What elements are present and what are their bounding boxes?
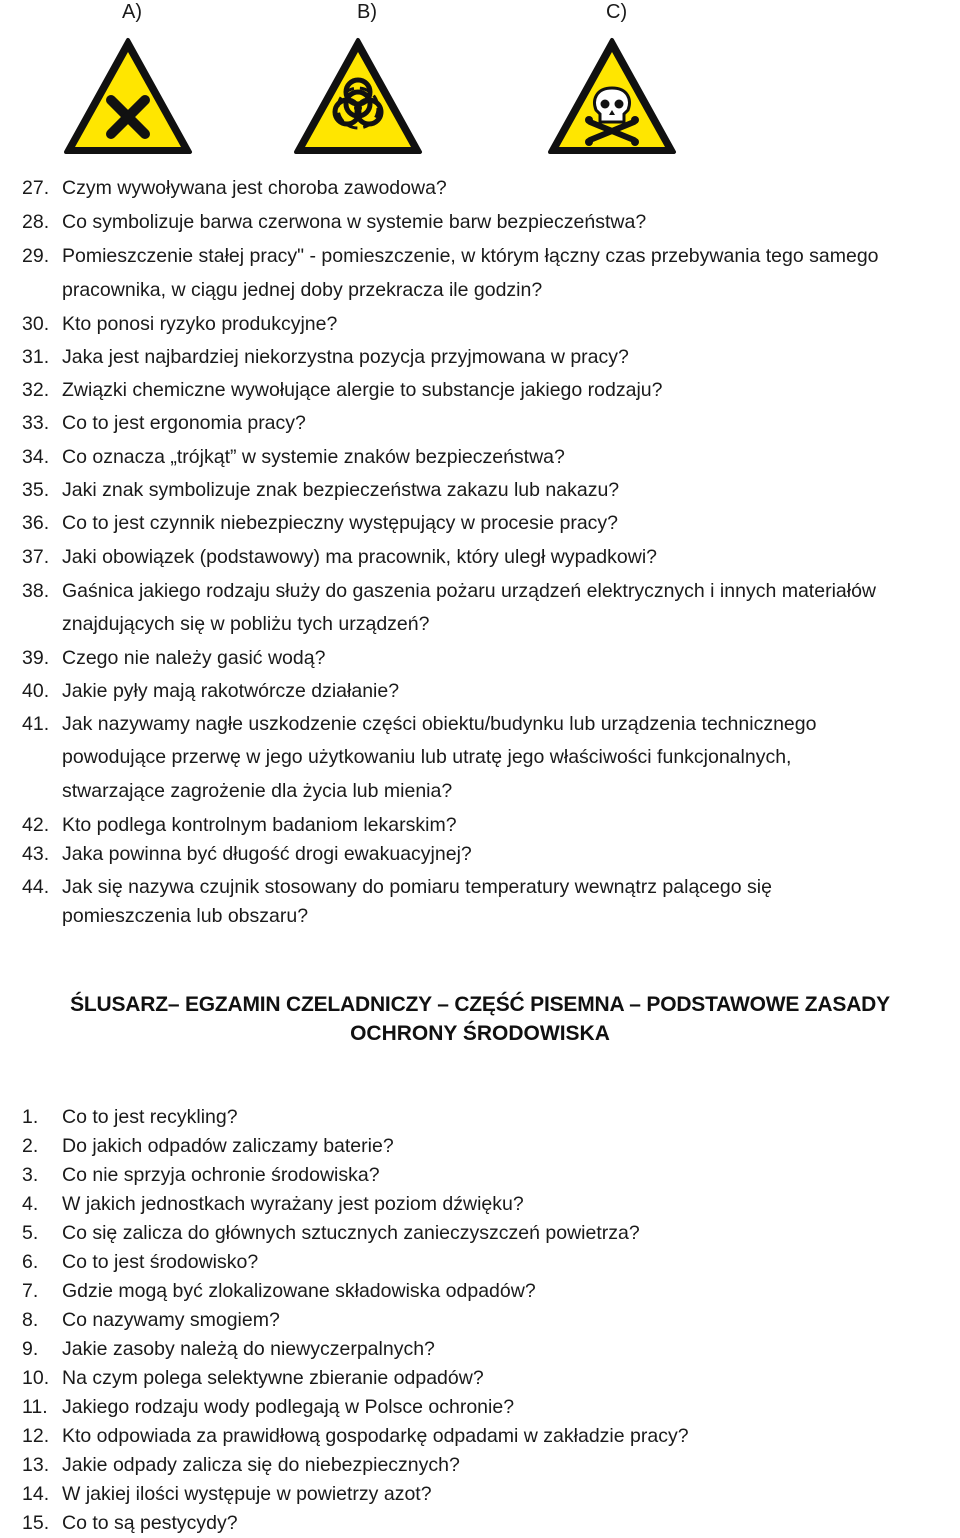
list-item: 37. Jaki obowiązek (podstawowy) ma pracownik, który uległ wypadkowi?: [22, 546, 658, 568]
list-item: 39. Czego nie należy gasić wodą?: [22, 647, 326, 669]
list-item: 7. Gdzie mogą być zlokalizowane składowiska odpadów?: [22, 1280, 536, 1302]
list-item: 4. W jakich jednostkach wyrażany jest poziom dźwięku?: [22, 1193, 524, 1215]
list-item-continuation: pracownika, w ciągu jednej doby przekracza ile godzin?: [62, 279, 543, 301]
sign-labels: [0, 0, 960, 24]
list-item: 42. Kto podlega kontrolnym badaniom lekarskim?: [22, 814, 457, 836]
list-item-continuation: pomieszczenia lub obszaru?: [62, 905, 309, 927]
list-item-continuation: znajdujących się w pobliżu tych urządzeń?: [62, 613, 430, 635]
list-item: 40. Jakie pyły mają rakotwórcze działanie?: [22, 680, 400, 702]
list-item: 8. Co nazywamy smogiem?: [22, 1309, 280, 1331]
list-item: 38. Gaśnica jakiego rodzaju służy do gaszenia pożaru urządzeń elektrycznych i innych materiałów: [22, 580, 877, 602]
list-item: 13. Jakie odpady zalicza się do niebezpiecznych?: [22, 1454, 460, 1476]
list-item: 28. Co symbolizuje barwa czerwona w systemie barw bezpieczeństwa?: [22, 211, 647, 233]
list-item: 41. Jak nazywamy nagłe uszkodzenie części obiektu/budynku lub urządzenia technicznego: [22, 713, 817, 735]
list-item: 3. Co nie sprzyja ochronie środowiska?: [22, 1164, 380, 1186]
list-item: 29. Pomieszczenie stałej pracy" - pomieszczenie, w którym łączny czas przebywania tego samego: [22, 245, 879, 267]
skull-crossbones-icon: [546, 36, 678, 158]
list-item: 44. Jak się nazywa czujnik stosowany do pomiaru temperatury wewnątrz palącego się: [22, 876, 772, 898]
biohazard-icon: [292, 36, 424, 158]
list-item: 14. W jakiej ilości występuje w powietrzy azot?: [22, 1483, 432, 1505]
list-item: 34. Co oznacza „trójkąt” w systemie znaków bezpieczeństwa?: [22, 446, 565, 468]
sign-label-b: B): [357, 1, 377, 23]
list-item: 31. Jaka jest najbardziej niekorzystna pozycja przyjmowana w pracy?: [22, 346, 629, 368]
list-item: 6. Co to jest środowisko?: [22, 1251, 259, 1273]
list-item: 15. Co to są pestycydy?: [22, 1512, 238, 1534]
list-item: 12. Kto odpowiada za prawidłową gospodarkę odpadami w zakładzie pracy?: [22, 1425, 689, 1447]
list-item: 1. Co to jest recykling?: [22, 1106, 238, 1128]
list-item: 33. Co to jest ergonomia pracy?: [22, 412, 306, 434]
list-item: 11. Jakiego rodzaju wody podlegają w Polsce ochronie?: [22, 1396, 515, 1418]
list-item: 32. Związki chemiczne wywołujące alergie to substancje jakiego rodzaju?: [22, 379, 663, 401]
list-item: 9. Jakie zasoby należą do niewyczerpalnych?: [22, 1338, 435, 1360]
list-item: 36. Co to jest czynnik niebezpieczny występujący w procesie pracy?: [22, 512, 619, 534]
section-heading-line2: OCHRONY ŚRODOWISKA: [350, 1022, 610, 1045]
list-item: 43. Jaka powinna być długość drogi ewakuacyjnej?: [22, 843, 472, 865]
list-item-continuation: stwarzające zagrożenie dla życia lub mienia?: [62, 780, 453, 802]
list-item-continuation: powodujące przerwę w jego użytkowaniu lub utratę jego właściwości funkcjonalnych,: [62, 746, 792, 768]
list-item: 35. Jaki znak symbolizuje znak bezpieczeństwa zakazu lub nakazu?: [22, 479, 620, 501]
list-item: 30. Kto ponosi ryzyko produkcyjne?: [22, 313, 338, 335]
list-item: 27. Czym wywoływana jest choroba zawodowa?: [22, 177, 447, 199]
harmful-x-icon: [62, 36, 194, 158]
section-heading: [0, 990, 960, 1048]
list-item: 10. Na czym polega selektywne zbieranie odpadów?: [22, 1367, 484, 1389]
list-item: 5. Co się zalicza do głównych sztucznych zanieczyszczeń powietrza?: [22, 1222, 640, 1244]
section-heading-line1: ŚLUSARZ– EGZAMIN CZELADNICZY – CZĘŚĆ PISEMNA – PODSTAWOWE ZASADY: [70, 993, 890, 1016]
sign-label-c: C): [606, 1, 628, 23]
sign-label-a: A): [122, 1, 142, 23]
list-item: 2. Do jakich odpadów zaliczamy baterie?: [22, 1135, 394, 1157]
